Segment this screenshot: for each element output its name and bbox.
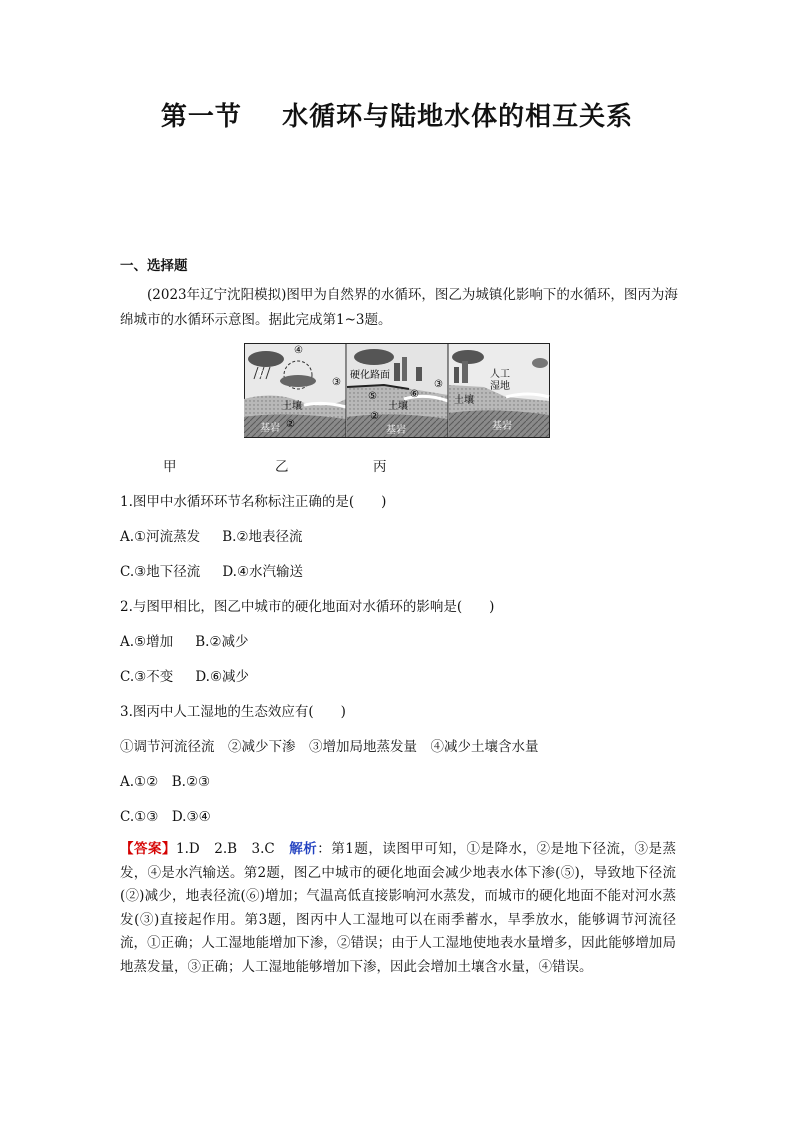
fig-jia-n1: ①: [256, 369, 265, 380]
page-title: 第一节 水循环与陆地水体的相互关系: [160, 102, 634, 132]
q1-options-row-2: C.③地下径流 D.④水汽输送: [120, 564, 304, 580]
q3-items: ①调节河流径流 ②减少下渗 ③增加局地蒸发量 ④减少土壤含水量: [120, 739, 539, 755]
fig-yi-n5: ⑤: [368, 391, 377, 402]
figure-label-jia: 甲: [163, 459, 177, 475]
q1-options-row-1: A.①河流蒸发 B.②地表径流: [120, 529, 303, 545]
fig-jia-rock: 基岩: [260, 423, 280, 434]
figure-label-yi: 乙: [275, 459, 289, 475]
fig-jia-n2: ②: [286, 419, 295, 430]
q1-stem: 1.图甲中水循环环节名称标注正确的是( ): [120, 494, 387, 510]
fig-yi-n6: ⑥: [410, 389, 419, 400]
section-heading: 一、选择题: [120, 258, 188, 274]
fig-yi-n3: ③: [434, 379, 443, 390]
fig-yi-n2: ②: [370, 411, 379, 422]
figure-label-bing: 丙: [373, 459, 387, 475]
fig-yi-rock: 基岩: [386, 425, 406, 436]
analysis-text: ：第1题，读图甲可知，①是降水，②是地下径流，③是蒸发，④是水汽输送。第2题，图乙中城市的硬化地面会减少地表水体下渗(⑤)，导致地下径流(②)减少，地表径流(⑥)增加；气温高低直接影响河水蒸发，而城市的硬化地面不能对河水蒸发(③)直接起作用。第3题，图丙中人工湿地可以在雨季蓄水，旱季放水，能够调节河流径流，①正确；人工湿地能增加下渗，②错误；由于人工湿地使地表水量增多，因此能够增加局地蒸发量，③正确；人工湿地能够增加下渗，因此会增加土壤含水量，④错误。: [120, 841, 677, 975]
answer-block: [120, 838, 676, 979]
fig-jia-n4: ④: [294, 345, 303, 356]
q3-stem: 3.图丙中人工湿地的生态效应有( ): [120, 704, 346, 720]
panel-bing: [449, 344, 549, 437]
fig-bing-soil: 土壤: [454, 395, 474, 406]
answer-keys: 1.D 2.B 3.C: [176, 841, 290, 857]
fig-jia-n3: ③: [332, 377, 341, 388]
fig-bing-wetland-2: 湿地: [490, 381, 510, 392]
fig-yi-road: 硬化路面: [350, 370, 390, 381]
answer-tag: 【答案】: [120, 841, 177, 857]
q2-options-row-1: A.⑤增加 B.②减少: [120, 634, 249, 650]
water-cycle-figure: [244, 343, 550, 438]
q2-stem: 2.与图甲相比，图乙中城市的硬化地面对水循环的影响是( ): [120, 599, 495, 615]
analysis-label: 解析: [289, 841, 318, 857]
fig-bing-wetland-1: 人工: [490, 369, 510, 380]
panel-jia: [244, 344, 346, 437]
q2-options-row-2: C.③不变 D.⑥减少: [120, 669, 250, 685]
fig-bing-rock: 基岩: [492, 421, 512, 432]
fig-jia-soil: 土壤: [282, 401, 302, 412]
fig-yi-soil: 土壤: [388, 401, 408, 412]
intro-paragraph: (2023年辽宁沈阳模拟)图甲为自然界的水循环，图乙为城镇化影响下的水循环，图丙为海绵城市的水循环示意图。据此完成第1~3题。: [120, 287, 678, 328]
q3-options-row-1: A.①② B.②③: [120, 774, 211, 790]
q3-options-row-2: C.①③ D.③④: [120, 809, 211, 825]
panel-yi: [347, 344, 448, 437]
